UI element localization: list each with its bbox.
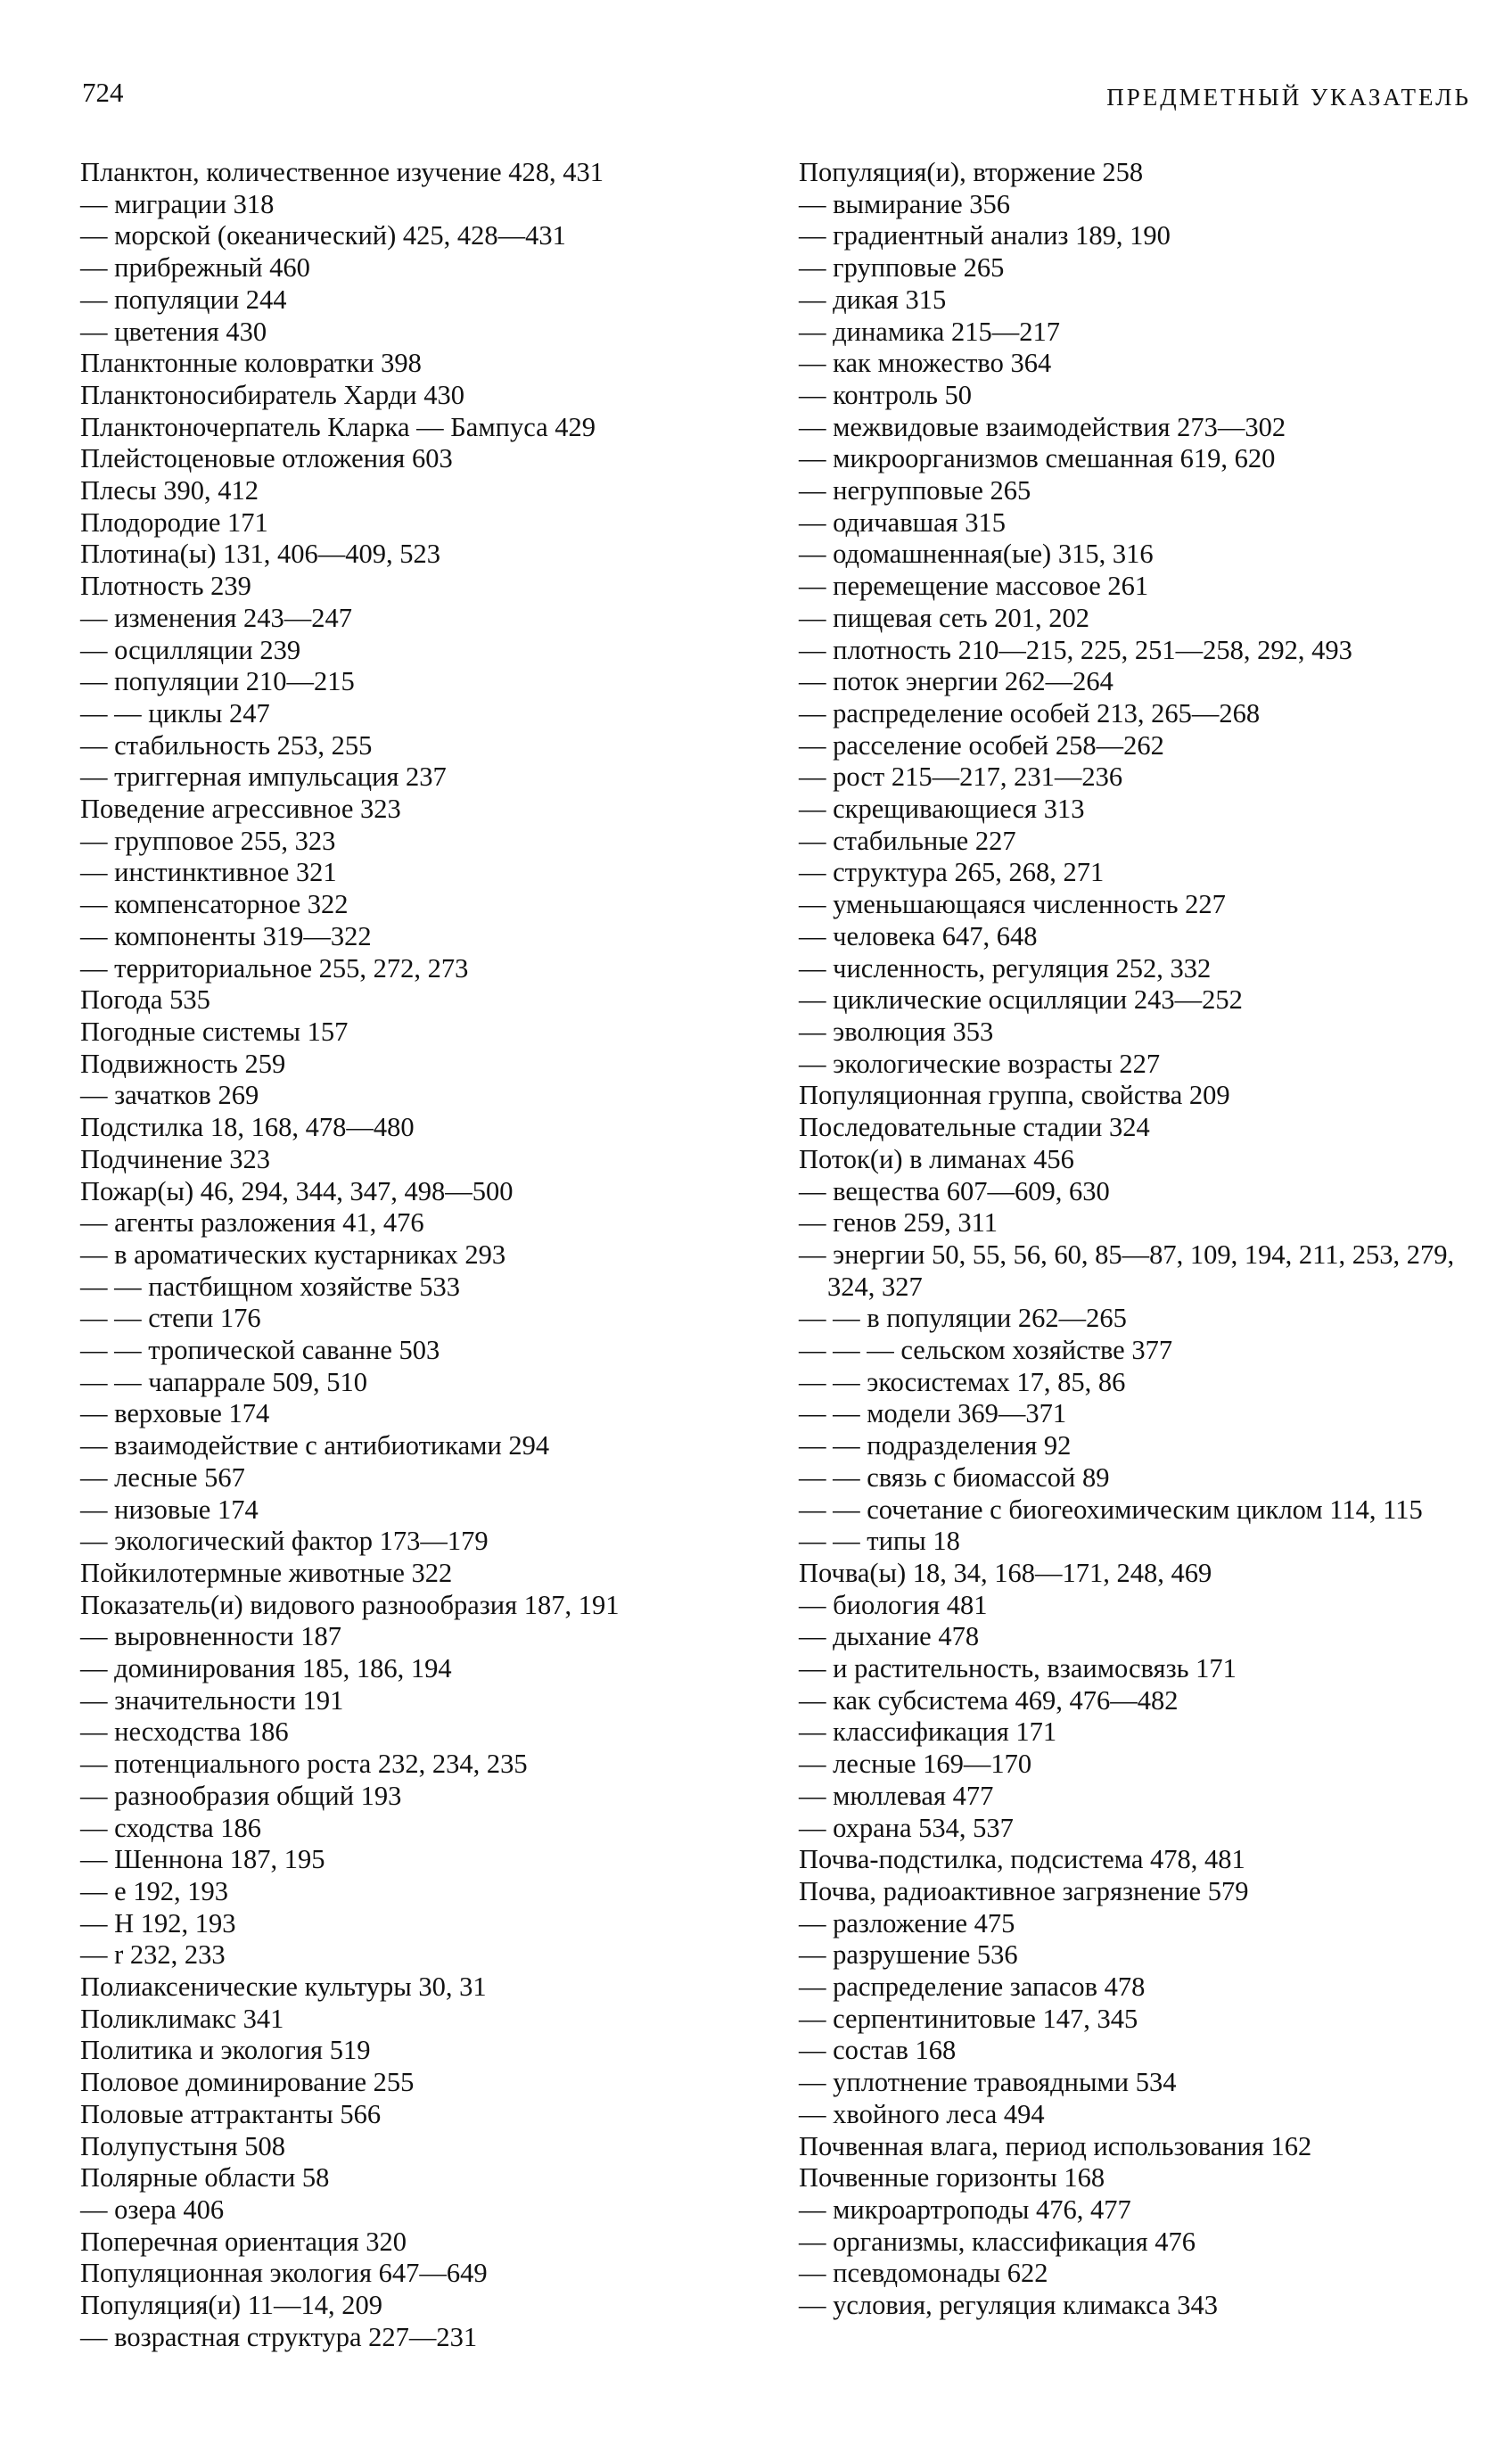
index-entry: Половое доминирование 255 <box>80 2067 415 2098</box>
index-entry: Полярные области 58 <box>80 2162 330 2194</box>
index-entry: — эволюция 353 <box>799 1016 994 1047</box>
index-entry: — — экосистемах 17, 85, 86 <box>799 1366 1126 1397</box>
index-entry: — миграции 318 <box>80 188 275 219</box>
index-entry: — групповое 255, 323 <box>80 825 336 856</box>
index-entry: Поток(и) в лиманах 456 <box>799 1143 1074 1174</box>
index-entry: — групповые 265 <box>799 252 1005 284</box>
index-entry: — разнообразия общий 193 <box>80 1780 402 1811</box>
index-entry: — распределение особей 213, 265—268 <box>799 697 1261 728</box>
index-entry: — энергии 50, 55, 56, 60, 85—87, 109, 194, 211, 253, 279, 324, 327 <box>799 1239 1455 1302</box>
index-entry: — компоненты 319—322 <box>80 920 372 951</box>
index-entry: — плотность 210—215, 225, 251—258, 292, 493 <box>799 634 1352 665</box>
index-entry: — территориальное 255, 272, 273 <box>80 952 469 984</box>
index-entry: Популяционная группа, свойства 209 <box>799 1080 1230 1111</box>
index-entry: — прибрежный 460 <box>80 252 310 284</box>
index-entry: — компенсаторное 322 <box>80 889 349 920</box>
page-number: 724 <box>82 77 124 108</box>
index-entry: — мюллевая 477 <box>799 1780 994 1811</box>
index-entry: — взаимодействие с антибиотиками 294 <box>80 1430 550 1461</box>
index-entry: Популяционная экология 647—649 <box>80 2258 488 2289</box>
index-entry: Полиаксенические культуры 30, 31 <box>80 1971 487 2003</box>
index-entry: — значительности 191 <box>80 1684 344 1716</box>
index-entry: — — в популяции 262—265 <box>799 1303 1127 1334</box>
index-entry: — зачатков 269 <box>80 1080 259 1111</box>
index-entry: — перемещение массовое 261 <box>799 571 1149 602</box>
index-entry: — генов 259, 311 <box>799 1207 998 1239</box>
index-entry: Пойкилотермные животные 322 <box>80 1557 453 1588</box>
index-entry: Плотина(ы) 131, 406—409, 523 <box>80 539 441 570</box>
index-entry: Плейстоценовые отложения 603 <box>80 443 453 474</box>
index-entry: Подвижность 259 <box>80 1048 286 1079</box>
index-entry: Плотность 239 <box>80 571 251 602</box>
index-entry: — структура 265, 268, 271 <box>799 857 1105 888</box>
index-entry: — условия, регуляция климакса 343 <box>799 2290 1219 2321</box>
index-entry: — расселение особей 258—262 <box>799 729 1164 761</box>
index-entry: — доминирования 185, 186, 194 <box>80 1653 452 1684</box>
index-entry: — H 192, 193 <box>80 1907 236 1939</box>
index-entry: — серпентинитовые 147, 345 <box>799 2003 1138 2034</box>
index-entry: — дыхание 478 <box>799 1621 980 1652</box>
index-entry: — градиентный анализ 189, 190 <box>799 220 1171 251</box>
index-entry: — межвидовые взаимодействия 273—302 <box>799 411 1286 442</box>
index-entry: Планктон, количественное изучение 428, 431 <box>80 157 604 187</box>
index-entry: Последовательные стадии 324 <box>799 1112 1150 1143</box>
index-entry: Половые аттрактанты 566 <box>80 2098 382 2129</box>
index-entry: — одомашненная(ые) 315, 316 <box>799 539 1154 570</box>
index-entry: — вымирание 356 <box>799 188 1010 219</box>
index-entry: — инстинктивное 321 <box>80 857 337 888</box>
index-entry: — одичавшая 315 <box>799 506 1007 538</box>
index-entry: — экологический фактор 173—179 <box>80 1526 489 1557</box>
index-entry: — озера 406 <box>80 2194 225 2225</box>
index-entry: — негрупповые 265 <box>799 475 1031 506</box>
index-entry: — популяции 210—215 <box>80 666 355 697</box>
index-entry: — — — сельском хозяйстве 377 <box>799 1335 1173 1366</box>
index-entry: Почвенная влага, период использования 162 <box>799 2130 1312 2161</box>
index-entry: Подстилка 18, 168, 478—480 <box>80 1112 415 1143</box>
index-entry: — несходства 186 <box>80 1716 289 1748</box>
index-entry: Пожар(ы) 46, 294, 344, 347, 498—500 <box>80 1175 514 1206</box>
index-entry: — как субсистема 469, 476—482 <box>799 1684 1179 1716</box>
index-entry: — — степи 176 <box>80 1303 261 1334</box>
index-entry: — — типы 18 <box>799 1526 960 1557</box>
index-entry: Планктоносибиратель Харди 430 <box>80 379 464 410</box>
index-entry: — вещества 607—609, 630 <box>799 1175 1110 1206</box>
index-entry: — уплотнение травоядными 534 <box>799 2067 1177 2098</box>
index-entry: Популяция(и), вторжение 258 <box>799 157 1144 187</box>
index-column-left <box>80 157 758 2354</box>
index-entry: — — чапаррале 509, 510 <box>80 1366 368 1397</box>
index-entry: Погодные системы 157 <box>80 1016 349 1047</box>
index-entry: — микроартроподы 476, 477 <box>799 2194 1131 2225</box>
index-entry: Показатель(и) видового разнообразия 187, 191 <box>80 1589 620 1620</box>
index-entry: — популяции 244 <box>80 284 287 315</box>
index-entry: Почва, радиоактивное загрязнение 579 <box>799 1875 1249 1906</box>
index-entry: — человека 647, 648 <box>799 920 1038 951</box>
index-entry: — e 192, 193 <box>80 1875 229 1906</box>
index-entry: — низовые 174 <box>80 1494 259 1525</box>
index-entry: — хвойного леса 494 <box>799 2098 1045 2129</box>
index-entry: Погода 535 <box>80 984 210 1016</box>
index-entry: Поведение агрессивное 323 <box>80 794 401 825</box>
index-entry: — разрушение 536 <box>799 1939 1018 1971</box>
index-entry: Плесы 390, 412 <box>80 475 259 506</box>
index-entry: — поток энергии 262—264 <box>799 666 1113 697</box>
index-entry: — цветения 430 <box>80 316 267 347</box>
index-entry: — разложение 475 <box>799 1907 1015 1939</box>
index-entry: Почвенные горизонты 168 <box>799 2162 1105 2194</box>
page-header <box>82 77 1471 112</box>
index-entry: — контроль 50 <box>799 379 973 410</box>
running-title: ПРЕДМЕТНЫЙ УКАЗАТЕЛЬ <box>1106 84 1471 111</box>
index-entry: Поликлимакс 341 <box>80 2003 284 2034</box>
index-entry: — — тропической саванне 503 <box>80 1335 440 1366</box>
index-entry: Популяция(и) 11—14, 209 <box>80 2290 383 2321</box>
index-entry: — верховые 174 <box>80 1398 270 1429</box>
index-entry: — динамика 215—217 <box>799 316 1060 347</box>
index-entry: — классификация 171 <box>799 1716 1057 1748</box>
index-entry: Полупустыня 508 <box>80 2130 286 2161</box>
index-entry: Поперечная ориентация 320 <box>80 2226 407 2257</box>
index-entry: — — подразделения 92 <box>799 1430 1072 1461</box>
index-entry: — изменения 243—247 <box>80 602 353 633</box>
index-entry: Плодородие 171 <box>80 506 268 538</box>
index-entry: — экологические возрасты 227 <box>799 1048 1161 1079</box>
index-entry: — пищевая сеть 201, 202 <box>799 602 1090 633</box>
index-entry: — уменьшающаяся численность 227 <box>799 889 1226 920</box>
index-entry: — лесные 169—170 <box>799 1749 1032 1780</box>
index-entry: — скрещивающиеся 313 <box>799 794 1085 825</box>
index-entry: — Шеннона 187, 195 <box>80 1844 325 1875</box>
index-entry: — — циклы 247 <box>80 697 270 728</box>
index-entry: — выровненности 187 <box>80 1621 341 1652</box>
index-entry: — как множество 364 <box>799 348 1052 379</box>
index-entry: — охрана 534, 537 <box>799 1812 1014 1843</box>
index-entry: — распределение запасов 478 <box>799 1971 1146 2003</box>
index-entry: — организмы, классификация 476 <box>799 2226 1196 2257</box>
index-entry: — состав 168 <box>799 2035 957 2066</box>
index-entry: — осцилляции 239 <box>80 634 301 665</box>
index-entry: — r 232, 233 <box>80 1939 226 1971</box>
index-entry: Планктонные коловратки 398 <box>80 348 422 379</box>
index-entry: Почва-подстилка, подсистема 478, 481 <box>799 1844 1245 1875</box>
index-entry: — — связь с биомассой 89 <box>799 1461 1110 1493</box>
index-entry: — численность, регуляция 252, 332 <box>799 952 1212 984</box>
index-entry: — возрастная структура 227—231 <box>80 2321 478 2352</box>
index-entry: — биология 481 <box>799 1589 988 1620</box>
index-entry: — — сочетание с биогеохимическим циклом 114, 115 <box>799 1494 1423 1525</box>
index-column-right <box>799 157 1485 2322</box>
index-entry: Планктоночерпатель Кларка — Бампуса 429 <box>80 411 596 442</box>
index-entry: — триггерная импульсация 237 <box>80 761 447 793</box>
index-entry: — стабильные 227 <box>799 825 1016 856</box>
index-entry: Политика и экология 519 <box>80 2035 371 2066</box>
index-entry: — микроорганизмов смешанная 619, 620 <box>799 443 1276 474</box>
index-entry: — стабильность 253, 255 <box>80 729 373 761</box>
index-entry: — — модели 369—371 <box>799 1398 1067 1429</box>
index-entry: — и растительность, взаимосвязь 171 <box>799 1653 1237 1684</box>
index-entry: — — пастбищном хозяйстве 533 <box>80 1271 460 1302</box>
index-entry: — агенты разложения 41, 476 <box>80 1207 424 1239</box>
index-entry: — в ароматических кустарниках 293 <box>80 1239 506 1270</box>
index-entry: — потенциального роста 232, 234, 235 <box>80 1749 528 1780</box>
index-entry: — рост 215—217, 231—236 <box>799 761 1123 793</box>
index-entry: Подчинение 323 <box>80 1143 270 1174</box>
index-entry: — дикая 315 <box>799 284 947 315</box>
index-entry: — сходства 186 <box>80 1812 262 1843</box>
index-entry: — морской (океанический) 425, 428—431 <box>80 220 566 251</box>
index-entry: Почва(ы) 18, 34, 168—171, 248, 469 <box>799 1557 1212 1588</box>
index-entry: — лесные 567 <box>80 1461 245 1493</box>
index-entry: — псевдомонады 622 <box>799 2258 1048 2289</box>
index-entry: — циклические осцилляции 243—252 <box>799 984 1243 1016</box>
